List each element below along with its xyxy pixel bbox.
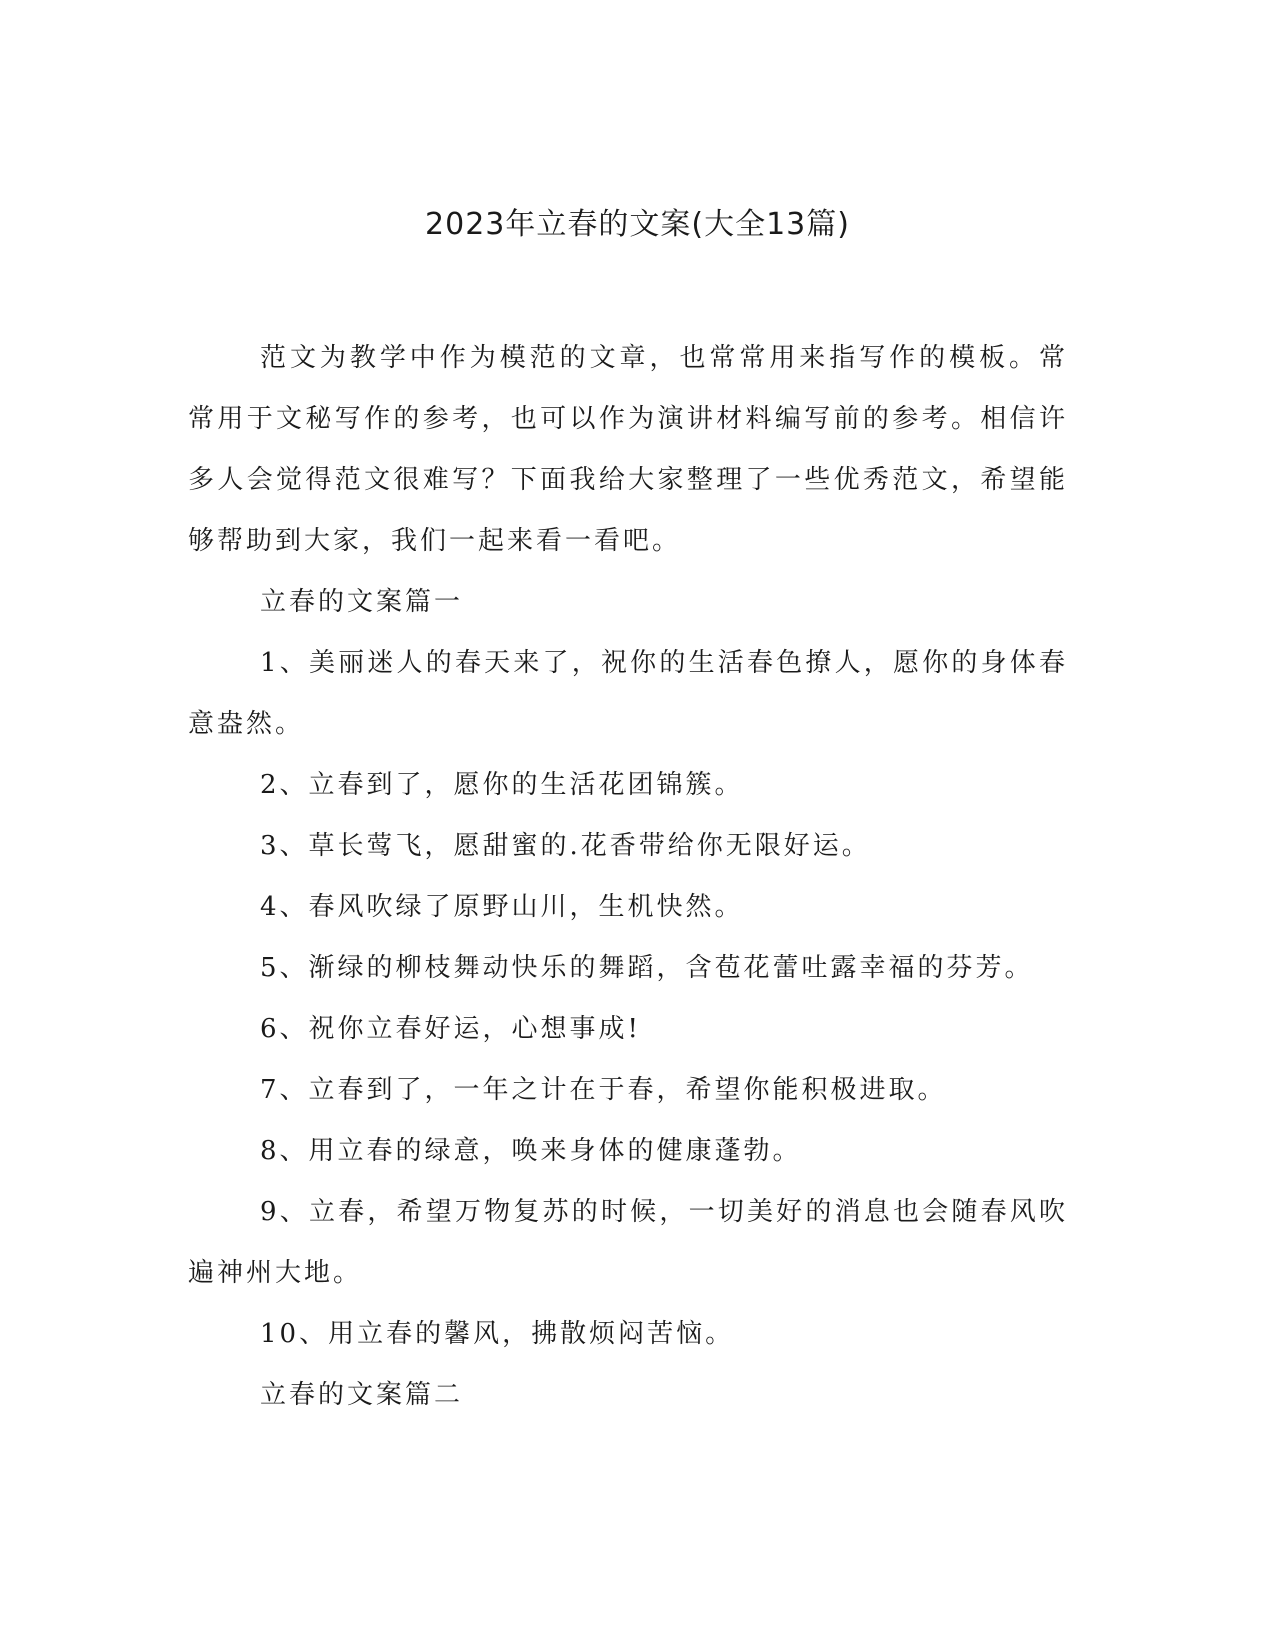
intro-paragraph: 范文为教学中作为模范的文章，也常常用来指写作的模板。常常用于文秘写作的参考，也可以作为演讲材料编写前的参考。相信许多人会觉得范文很难写？下面我给大家整理了一些优秀范文，希望能够帮助到大家，我们一起来看一看吧。 [188,343,1068,556]
list-item: 3、草长莺飞，愿甜蜜的.花香带给你无限好运。 [260,831,871,861]
list-item: 7、立春到了，一年之计在于春，希望你能积极进取。 [260,1075,947,1105]
list-item: 9、立春，希望万物复苏的时候，一切美好的消息也会随春风吹遍神州大地。 [188,1197,1068,1288]
list-item: 6、祝你立春好运，心想事成! [260,1014,641,1044]
section-heading-2: 立春的文案篇二 [260,1380,464,1410]
list-item: 10、用立春的馨风，拂散烦闷苦恼。 [260,1319,735,1349]
section-heading-1: 立春的文案篇一 [260,587,464,617]
list-item: 2、立春到了，愿你的生活花团锦簇。 [260,770,744,800]
list-item: 5、渐绿的柳枝舞动快乐的舞蹈，含苞花蕾吐露幸福的芬芳。 [260,953,1034,983]
document-body [188,328,1068,1426]
document-title: 2023年立春的文案(大全13篇) [425,207,850,242]
list-item: 4、春风吹绿了原野山川，生机快然。 [260,892,744,922]
list-item: 1、美丽迷人的春天来了，祝你的生活春色撩人，愿你的身体春意盎然。 [188,648,1068,739]
list-item: 8、用立春的绿意，唤来身体的健康蓬勃。 [260,1136,802,1166]
